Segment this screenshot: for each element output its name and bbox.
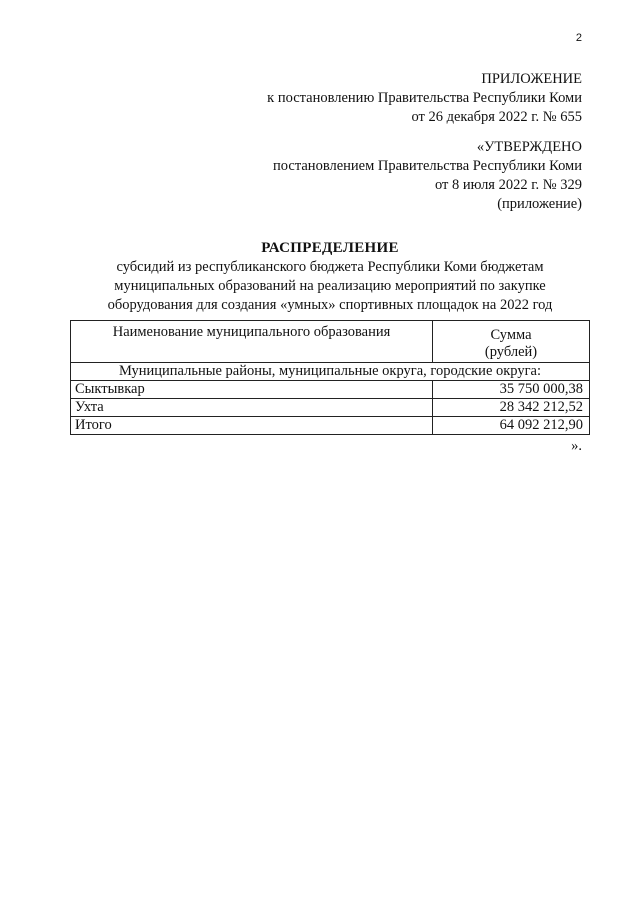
row-amount: 28 342 212,52 [433,399,590,417]
approved-date-line: от 8 июля 2022 г. № 329 [434,177,582,193]
header-sum-label: Сумма [490,327,532,343]
header-sum-unit: (рублей) [484,344,538,360]
approved-header [273,138,582,214]
group-label: Муниципальные районы, муниципальные округа, городские округа: [71,363,590,381]
page-number: 2 [575,32,582,44]
row-name: Сыктывкар [71,381,433,399]
table-row-total [71,417,590,435]
closing-quote-mark: ». [571,438,582,454]
header-sum [433,321,590,363]
subtitle-line-1: субсидий из республиканского бюджета Республики Коми бюджетам [116,259,544,275]
appendix-header [267,70,582,127]
document-title: РАСПРЕДЕЛЕНИЕ [261,240,399,256]
appendix-resolution-line: к постановлению Правительства Республики Коми [267,90,582,106]
table-header-row [71,321,590,363]
total-amount: 64 092 212,90 [433,417,590,435]
approved-title: «УТВЕРЖДЕНО [476,139,582,155]
row-name: Ухта [71,399,433,417]
header-municipality: Наименование муниципального образования [71,321,433,363]
total-label: Итого [71,417,433,435]
appendix-date-line: от 26 декабря 2022 г. № 655 [411,109,582,125]
subtitle-line-3: оборудования для создания «умных» спортивных площадок на 2022 год [107,297,553,313]
distribution-table [70,320,590,435]
table-row [71,381,590,399]
subtitle-line-2: муниципальных образований на реализацию мероприятий по закупке [114,278,546,294]
row-amount: 35 750 000,38 [433,381,590,399]
document-title-block [70,238,590,315]
group-row [71,363,590,381]
appendix-title: ПРИЛОЖЕНИЕ [481,71,582,87]
approved-resolution-line: постановлением Правительства Республики Коми [273,158,582,174]
approved-appendix-note: (приложение) [497,196,582,212]
table-row [71,399,590,417]
